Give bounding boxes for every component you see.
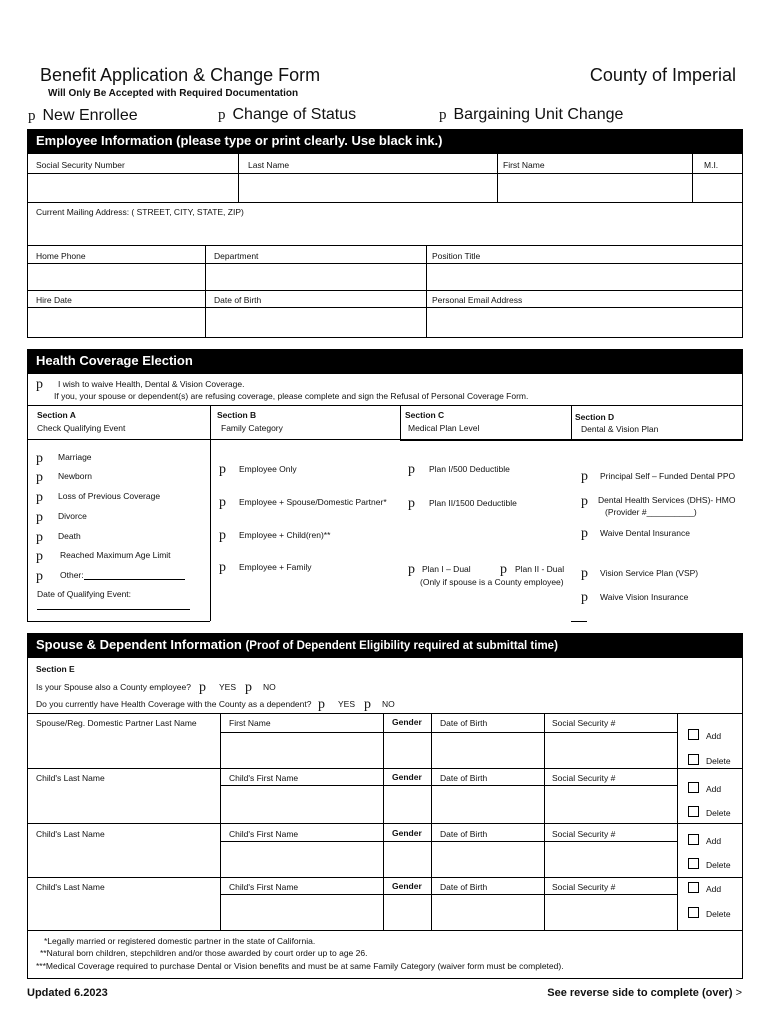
home-phone-field[interactable] bbox=[28, 264, 205, 289]
checkbox-icon[interactable]: p bbox=[36, 490, 43, 505]
event-divorce-label: Divorce bbox=[58, 511, 87, 521]
family-employee-only-label: Employee Only bbox=[239, 464, 297, 474]
ssn-label: Social Security # bbox=[552, 773, 616, 783]
checkbox-icon[interactable]: p bbox=[219, 528, 226, 543]
child-first-name-label: Child's First Name bbox=[229, 773, 299, 783]
child-first-name-label: Child's First Name bbox=[229, 829, 299, 839]
waive-vision-option[interactable] bbox=[581, 588, 588, 606]
child-last-name-label: Child's Last Name bbox=[36, 773, 105, 783]
checkbox-icon[interactable]: p bbox=[364, 697, 371, 712]
plan-1-option[interactable] bbox=[408, 460, 415, 478]
ssn-label: Social Security # bbox=[552, 882, 616, 892]
gender-label: Gender bbox=[392, 828, 422, 838]
checkbox-icon[interactable]: p bbox=[408, 496, 415, 511]
dual-note: (Only if spouse is a County employee) bbox=[420, 577, 564, 587]
delete-option[interactable]: Delete bbox=[688, 806, 731, 818]
spouse-dependent-header: Spouse & Dependent Information (Proof of Dependent Eligibility required at submittal time) bbox=[27, 633, 743, 657]
event-death[interactable] bbox=[36, 528, 43, 546]
position-title-field[interactable] bbox=[427, 264, 742, 289]
dob-label: Date of Birth bbox=[440, 882, 488, 892]
spouse-employee-no[interactable] bbox=[245, 678, 252, 696]
checkbox-icon[interactable] bbox=[688, 754, 699, 765]
checkbox-icon[interactable]: p bbox=[218, 107, 226, 123]
checkbox-icon[interactable] bbox=[688, 806, 699, 817]
hire-date-label: Hire Date bbox=[36, 295, 72, 305]
waive-vision-label: Waive Vision Insurance bbox=[600, 592, 689, 602]
position-title-label: Position Title bbox=[432, 251, 481, 261]
family-employee-children-label: Employee + Child(ren)** bbox=[239, 530, 331, 540]
checkbox-icon[interactable] bbox=[688, 882, 699, 893]
event-death-label: Death bbox=[58, 531, 81, 541]
address-field[interactable] bbox=[28, 218, 742, 244]
checkbox-icon[interactable]: p bbox=[581, 566, 588, 581]
section-b-subtitle: Family Category bbox=[221, 423, 283, 433]
provider-number-field[interactable]: (Provider #__________) bbox=[605, 507, 697, 517]
checkbox-icon[interactable] bbox=[688, 858, 699, 869]
see-reverse-note: See reverse side to complete (over) > bbox=[547, 987, 742, 999]
last-name-label: Last Name bbox=[248, 160, 290, 170]
family-employee-family[interactable] bbox=[219, 558, 226, 576]
delete-option[interactable]: Delete bbox=[688, 907, 731, 919]
add-option[interactable]: Add bbox=[688, 782, 721, 794]
checkbox-icon[interactable]: p bbox=[36, 377, 43, 392]
event-marriage[interactable] bbox=[36, 449, 43, 467]
family-employee-only[interactable] bbox=[219, 460, 226, 478]
dob-field[interactable] bbox=[206, 308, 426, 337]
gender-label: Gender bbox=[392, 772, 422, 782]
department-label: Department bbox=[214, 251, 259, 261]
ssn-field[interactable] bbox=[28, 174, 238, 201]
section-c-subtitle: Medical Plan Level bbox=[408, 423, 480, 433]
dependent-coverage-yes[interactable] bbox=[318, 695, 325, 713]
plan-2-label: Plan II/1500 Deductible bbox=[429, 498, 517, 508]
gender-label: Gender bbox=[392, 881, 422, 891]
section-d-subtitle: Dental & Vision Plan bbox=[581, 424, 659, 434]
plan-1-label: Plan I/500 Deductible bbox=[429, 464, 510, 474]
checkbox-icon[interactable]: p bbox=[318, 697, 325, 712]
checkbox-icon[interactable] bbox=[688, 729, 699, 740]
employee-info-header: Employee Information (please type or print clearly. Use black ink.) bbox=[27, 129, 743, 153]
hire-date-field[interactable] bbox=[28, 308, 205, 337]
checkbox-icon[interactable]: p bbox=[36, 549, 43, 564]
section-c-title: Section C bbox=[405, 410, 445, 420]
other-event-line[interactable] bbox=[84, 579, 185, 580]
dependent-coverage-question: Do you currently have Health Coverage with the County as a dependent? bbox=[36, 699, 312, 709]
county-name: County of Imperial bbox=[589, 65, 736, 85]
child-last-name-label: Child's Last Name bbox=[36, 882, 105, 892]
dob-label: Date of Birth bbox=[214, 295, 262, 305]
event-other[interactable] bbox=[36, 567, 43, 585]
event-max-age-label: Reached Maximum Age Limit bbox=[60, 550, 171, 560]
event-newborn-label: Newborn bbox=[58, 471, 93, 481]
section-d-title: Section D bbox=[575, 412, 615, 422]
qualifying-date-label: Date of Qualifying Event: bbox=[37, 589, 132, 599]
no-label: NO bbox=[382, 699, 395, 709]
checkbox-icon[interactable]: p bbox=[28, 108, 36, 124]
checkbox-icon[interactable]: p bbox=[199, 680, 206, 695]
new-enrollee-option[interactable]: p New Enrollee bbox=[28, 107, 138, 124]
plan-2-dual-label: Plan II - Dual bbox=[515, 564, 565, 574]
add-option[interactable]: Add bbox=[688, 729, 721, 741]
mi-label: M.I. bbox=[704, 160, 719, 170]
change-of-status-option[interactable]: p Change of Status bbox=[218, 106, 357, 123]
dob-label: Date of Birth bbox=[440, 718, 488, 728]
family-employee-family-label: Employee + Family bbox=[239, 562, 312, 572]
checkbox-icon[interactable]: p bbox=[36, 470, 43, 485]
event-other-label: Other: bbox=[60, 570, 84, 580]
checkbox-icon[interactable]: p bbox=[219, 462, 226, 477]
add-option[interactable]: Add bbox=[688, 882, 721, 894]
checkbox-icon[interactable]: p bbox=[36, 530, 43, 545]
form-title: Benefit Application & Change Form bbox=[40, 65, 321, 85]
email-label: Personal Email Address bbox=[432, 295, 523, 305]
dental-ppo-label: Principal Self – Funded Dental PPO bbox=[600, 471, 736, 481]
delete-option[interactable]: Delete bbox=[688, 754, 731, 766]
checkbox-icon[interactable]: p bbox=[36, 569, 43, 584]
checkbox-icon[interactable]: p bbox=[219, 560, 226, 575]
checkbox-icon[interactable] bbox=[688, 907, 699, 918]
delete-option[interactable]: Delete bbox=[688, 858, 731, 870]
spouse-employee-yes[interactable] bbox=[199, 678, 206, 696]
section-a-subtitle: Check Qualifying Event bbox=[37, 423, 126, 433]
vision-vsp-label: Vision Service Plan (VSP) bbox=[600, 568, 699, 578]
mi-field[interactable] bbox=[693, 174, 742, 201]
event-divorce[interactable] bbox=[36, 508, 43, 526]
dependent-coverage-no[interactable] bbox=[364, 695, 371, 713]
first-name-label: First Name bbox=[503, 160, 545, 170]
family-employee-spouse-label: Employee + Spouse/Domestic Partner* bbox=[239, 497, 387, 507]
plan-1-dual-label: Plan I – Dual bbox=[422, 564, 471, 574]
family-employee-spouse[interactable] bbox=[219, 493, 226, 511]
event-loss-coverage[interactable] bbox=[36, 488, 43, 506]
ssn-label: Social Security # bbox=[552, 718, 616, 728]
updated-date: Updated 6.2023 bbox=[27, 987, 108, 999]
checkbox-icon[interactable]: p bbox=[581, 526, 588, 541]
checkbox-icon[interactable]: p bbox=[500, 562, 507, 577]
gender-label: Gender bbox=[392, 717, 422, 727]
note-medical: ***Medical Coverage required to purchase Dental or Vision benefits and must be at same Family Category (waiver form must be completed). bbox=[36, 961, 564, 971]
waive-text: I wish to waive Health, Dental & Vision Coverage. bbox=[58, 379, 245, 389]
checkbox-icon[interactable]: p bbox=[581, 469, 588, 484]
spouse-employee-question: Is your Spouse also a County employee? bbox=[36, 682, 191, 692]
waive-dental-option[interactable] bbox=[581, 524, 588, 542]
add-option[interactable]: Add bbox=[688, 834, 721, 846]
address-label: Current Mailing Address: ( STREET, CITY, STATE, ZIP) bbox=[36, 207, 244, 217]
section-b-title: Section B bbox=[217, 410, 257, 420]
spouse-first-name-label: First Name bbox=[229, 718, 271, 728]
email-field[interactable] bbox=[427, 308, 742, 337]
checkbox-icon[interactable]: p bbox=[245, 680, 252, 695]
ssn-label: Social Security # bbox=[552, 829, 616, 839]
checkbox-icon[interactable] bbox=[688, 834, 699, 845]
child-first-name-label: Child's First Name bbox=[229, 882, 299, 892]
note-children: **Natural born children, stepchildren and/or those awarded by court order up to age 26. bbox=[40, 948, 368, 958]
dental-hmo-label: Dental Health Services (DHS)- HMO bbox=[598, 495, 736, 505]
dental-ppo-option[interactable] bbox=[581, 467, 588, 485]
plan-2-dual-option[interactable] bbox=[500, 560, 507, 578]
form-subtitle: Will Only Be Accepted with Required Documentation bbox=[48, 88, 299, 99]
section-a-title: Section A bbox=[37, 410, 76, 420]
checkbox-icon[interactable]: p bbox=[581, 494, 588, 509]
checkbox-icon[interactable]: p bbox=[581, 590, 588, 605]
checkbox-icon[interactable]: p bbox=[219, 495, 226, 510]
last-name-field[interactable] bbox=[239, 174, 497, 201]
checkbox-icon[interactable]: p bbox=[408, 462, 415, 477]
vision-vsp-option[interactable] bbox=[581, 564, 588, 582]
health-coverage-header: Health Coverage Election bbox=[27, 349, 743, 373]
event-loss-coverage-label: Loss of Previous Coverage bbox=[58, 491, 161, 501]
dob-label: Date of Birth bbox=[440, 829, 488, 839]
yes-label: YES bbox=[338, 699, 356, 709]
checkbox-icon[interactable]: p bbox=[439, 107, 447, 123]
checkbox-icon[interactable]: p bbox=[36, 510, 43, 525]
event-newborn[interactable] bbox=[36, 468, 43, 486]
department-field[interactable] bbox=[206, 264, 426, 289]
waive-note: If you, your spouse or dependent(s) are refusing coverage, please complete and sign the Refusal of Personal Coverage Form. bbox=[54, 391, 529, 401]
checkbox-icon[interactable] bbox=[688, 782, 699, 793]
event-marriage-label: Marriage bbox=[58, 452, 92, 462]
child-last-name-label: Child's Last Name bbox=[36, 829, 105, 839]
plan-1-dual-option[interactable] bbox=[408, 560, 415, 578]
bargaining-unit-change-option[interactable]: p Bargaining Unit Change bbox=[439, 106, 624, 123]
waive-option[interactable] bbox=[36, 375, 43, 393]
first-name-field[interactable] bbox=[498, 174, 692, 201]
section-e-title: Section E bbox=[36, 664, 75, 674]
waive-dental-label: Waive Dental Insurance bbox=[600, 528, 690, 538]
yes-label: YES bbox=[219, 682, 237, 692]
note-spouse: *Legally married or registered domestic partner in the state of California. bbox=[44, 936, 316, 946]
dental-hmo-option[interactable] bbox=[581, 492, 588, 510]
event-max-age[interactable] bbox=[36, 547, 43, 565]
qualifying-date-line[interactable] bbox=[37, 609, 190, 610]
checkbox-icon[interactable]: p bbox=[408, 562, 415, 577]
dob-label: Date of Birth bbox=[440, 773, 488, 783]
family-employee-children[interactable] bbox=[219, 526, 226, 544]
home-phone-label: Home Phone bbox=[36, 251, 86, 261]
plan-2-option[interactable] bbox=[408, 494, 415, 512]
no-label: NO bbox=[263, 682, 276, 692]
chevron-right-icon: > bbox=[735, 987, 742, 999]
checkbox-icon[interactable]: p bbox=[36, 451, 43, 466]
ssn-label: Social Security Number bbox=[36, 160, 125, 170]
spouse-last-name-label: Spouse/Reg. Domestic Partner Last Name bbox=[36, 718, 197, 728]
